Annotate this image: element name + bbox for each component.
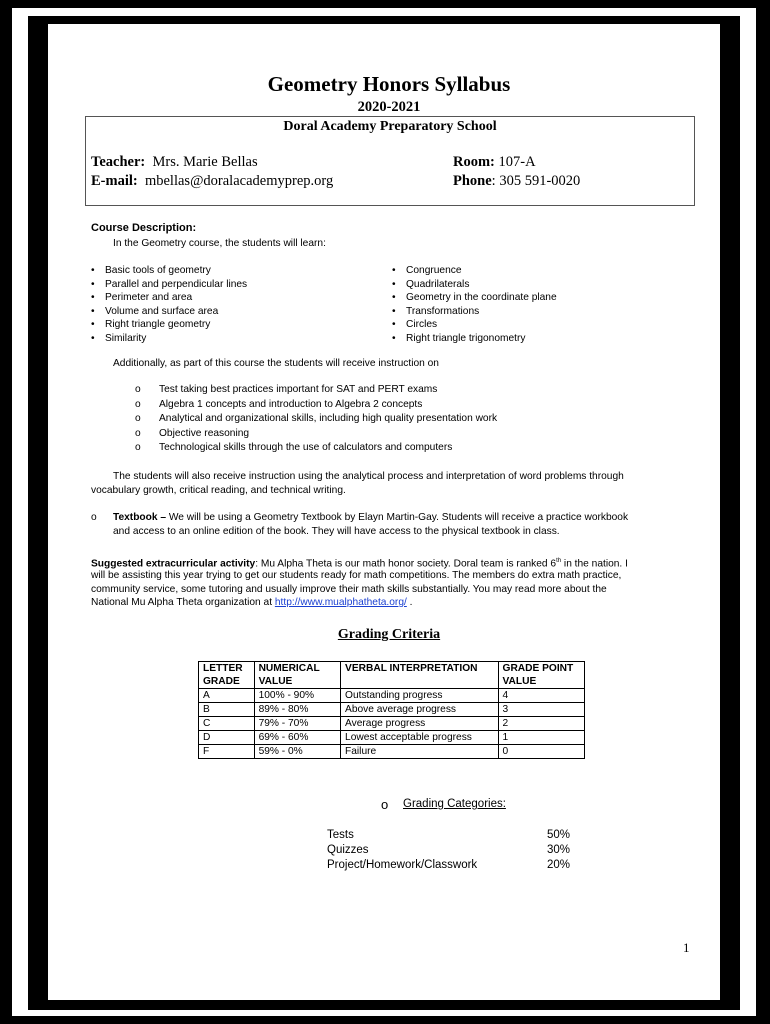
ordinal-suffix: th: [556, 558, 562, 564]
verbal-interpretation-cell: Outstanding progress: [341, 689, 498, 703]
additional-instruction: Additionally, as part of this course the students will receive instruction on: [113, 358, 439, 369]
verbal-interpretation-cell: Failure: [341, 745, 498, 759]
categories-bullet: o: [381, 797, 389, 812]
phone-line: [453, 173, 580, 190]
column-header: NUMERICAL VALUE: [254, 662, 340, 689]
teacher-line: [91, 154, 258, 171]
table-header-row: [199, 662, 585, 689]
category-weight: 20%: [547, 859, 571, 871]
list-item: • Right triangle trigonometry: [392, 332, 692, 346]
list-item: • Volume and surface area: [91, 305, 381, 319]
extracurricular-text: : Mu Alpha Theta is our math honor society. Doral team is ranked 6: [255, 558, 557, 570]
list-item: o Technological skills through the use of calculators and computers: [135, 441, 675, 456]
document-page: [48, 24, 720, 1000]
extra-skills-list: [135, 383, 675, 456]
grade-point-cell: 0: [498, 745, 584, 759]
table-row: [199, 731, 585, 745]
grading-table: [198, 661, 585, 759]
extracurricular-label: Suggested extracurricular activity: [91, 558, 256, 570]
category-weight: 50%: [547, 829, 571, 841]
textbook-text: We will be using a Geometry Textbook by Elayn Martin-Gay. Students will receive a practice workbook: [166, 512, 629, 523]
verbal-interpretation-cell: Above average progress: [341, 703, 498, 717]
teacher-label: Teacher:: [91, 154, 146, 170]
grade-point-cell: 1: [498, 731, 584, 745]
teacher-name: Mrs. Marie Bellas: [152, 154, 258, 170]
table-row: [199, 703, 585, 717]
list-item: o Algebra 1 concepts and introduction to Algebra 2 concepts: [135, 398, 675, 413]
email-label: E-mail:: [91, 173, 138, 189]
room-number: 107-A: [498, 154, 536, 170]
extracurricular-period: .: [406, 597, 413, 608]
list-item: • Basic tools of geometry: [91, 264, 381, 278]
list-item: [327, 858, 577, 873]
email-address[interactable]: mbellas@doralacademyprep.org: [144, 173, 334, 189]
verbal-interpretation-cell: Lowest acceptable progress: [341, 731, 498, 745]
course-intro: In the Geometry course, the students will learn:: [113, 238, 326, 249]
list-item: o Objective reasoning: [135, 427, 675, 442]
textbook-line-2: and access to an online edition of the book. They will have access to the physical textbook in class.: [113, 526, 560, 537]
mualphatheta-link[interactable]: http://www.mualphatheta.org/: [274, 597, 407, 608]
letter-grade-cell: B: [199, 703, 255, 717]
topics-left-list: [91, 264, 381, 346]
course-description-heading: Course Description:: [91, 222, 197, 234]
contact-info-box: [85, 116, 695, 206]
letter-grade-cell: F: [199, 745, 255, 759]
phone-number: : 305 591-0020: [491, 173, 581, 189]
letter-grade-cell: A: [199, 689, 255, 703]
list-item: • Perimeter and area: [91, 291, 381, 305]
analytical-line-1: The students will also receive instruction using the analytical process and interpretation of word problems through: [113, 471, 624, 482]
list-item: [327, 828, 577, 843]
column-header: LETTER GRADE: [199, 662, 255, 689]
topics-right-list: [392, 264, 692, 346]
analytical-line-2: vocabulary growth, critical reading, and technical writing.: [91, 485, 346, 496]
verbal-interpretation-cell: Average progress: [341, 717, 498, 731]
list-item: • Circles: [392, 318, 692, 332]
room-line: [453, 154, 536, 171]
numerical-value-cell: 69% - 60%: [254, 731, 340, 745]
numerical-value-cell: 89% - 80%: [254, 703, 340, 717]
list-item: o Test taking best practices important for SAT and PERT exams: [135, 383, 675, 398]
textbook-label: Textbook –: [113, 512, 167, 523]
phone-label: Phone: [453, 173, 492, 189]
numerical-value-cell: 59% - 0%: [254, 745, 340, 759]
extracurricular-line-3: community service, some tutoring and usually improve their math skills substantially. You may read more about the: [91, 584, 607, 595]
category-name: Tests: [327, 829, 354, 841]
textbook-line-1: [113, 511, 703, 524]
category-name: Project/Homework/Classwork: [327, 859, 478, 871]
letter-grade-cell: C: [199, 717, 255, 731]
grade-point-cell: 3: [498, 703, 584, 717]
list-item: • Quadrilaterals: [392, 278, 692, 292]
list-item: • Similarity: [91, 332, 381, 346]
grading-criteria-heading: Grading Criteria: [337, 627, 441, 642]
table-row: [199, 717, 585, 731]
column-header: GRADE POINT VALUE: [498, 662, 584, 689]
numerical-value-cell: 79% - 70%: [254, 717, 340, 731]
list-item: [327, 843, 577, 858]
category-weight: 30%: [547, 844, 571, 856]
table-row: [199, 689, 585, 703]
list-item: o Analytical and organizational skills, including high quality presentation work: [135, 412, 675, 427]
grade-point-cell: 4: [498, 689, 584, 703]
extracurricular-line-2: will be assisting this year trying to get our students ready for math competitions. The members do extra math practice,: [91, 570, 622, 581]
column-header: VERBAL INTERPRETATION: [341, 662, 498, 689]
table-row: [199, 745, 585, 759]
textbook-bullet: o: [91, 512, 97, 523]
school-name: Doral Academy Preparatory School: [283, 119, 497, 134]
extracurricular-text-4: National Mu Alpha Theta organization at: [91, 597, 275, 608]
grading-categories-list: [327, 828, 577, 873]
list-item: • Transformations: [392, 305, 692, 319]
extracurricular-text-end: in the nation. I: [561, 558, 628, 570]
extracurricular-line-4: [91, 596, 413, 609]
document-title: Geometry Honors Syllabus: [267, 72, 511, 96]
grading-categories-heading: Grading Categories:: [403, 798, 506, 810]
grade-point-cell: 2: [498, 717, 584, 731]
email-line: [91, 173, 333, 190]
school-year: 2020-2021: [357, 99, 421, 115]
room-label: Room:: [453, 154, 495, 170]
letter-grade-cell: D: [199, 731, 255, 745]
list-item: • Parallel and perpendicular lines: [91, 278, 381, 292]
numerical-value-cell: 100% - 90%: [254, 689, 340, 703]
page-number: 1: [683, 940, 690, 955]
list-item: • Geometry in the coordinate plane: [392, 291, 692, 305]
list-item: • Right triangle geometry: [91, 318, 381, 332]
list-item: • Congruence: [392, 264, 692, 278]
category-name: Quizzes: [327, 844, 369, 856]
